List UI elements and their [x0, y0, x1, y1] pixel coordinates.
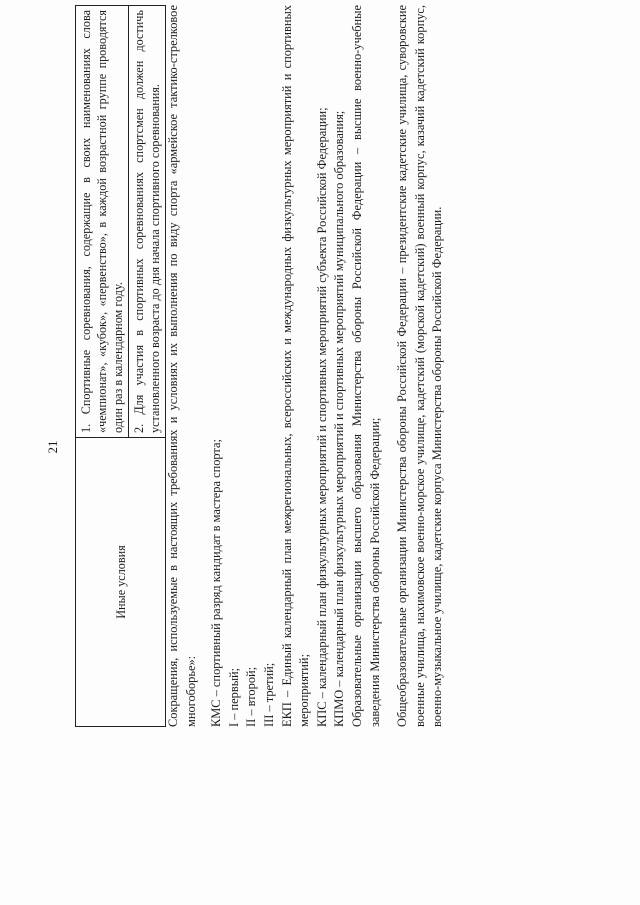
abbreviation-kms: КМС – спортивный разряд кандидат в мастера спорта; — [209, 439, 224, 727]
page-number: 21 — [45, 440, 60, 454]
condition-item-2: 2. Для участия в спортивных соревнованиях спортсмен должен достичь установленного возраста до дня начала спортивного соревнования. — [128, 6, 165, 437]
abbreviation-ekp: ЕКП – Единый календарный план межрегиональных, всероссийских и международных физкультурных мероприятий и спортивных мероприятий; — [279, 5, 312, 727]
conditions-label: Иные условия — [76, 438, 166, 727]
abbreviation-kpmo: КПМО – календарный план физкультурных мероприятий и спортивных мероприятий муниципального образования; — [332, 110, 347, 727]
table-row — [76, 6, 166, 727]
abbreviations-section — [165, 5, 447, 727]
abbreviations-intro: Сокращения, используемые в настоящих требованиях и условиях их выполнения по виду спорта «армейское тактико-стрелковое многоборье»: — [166, 5, 198, 727]
abbreviation-higher-education: Образовательные организации высшего образования Министерства обороны Российской Федерации – высшие военно-учебные заведения Министерства обороны Российской Федерации; — [349, 5, 382, 727]
abbreviation-general-education: Общеобразовательные организации Министерства обороны Российской Федерации – президентские кадетские училища, суворовские военные училища, нахимовское военно-морское училище, кадетский (морской кадетский) военный корпус, казачий кадетский корпус, военно-музыкальное училище, кадетские корпуса Министерства обороны Российской Федерации. — [395, 5, 445, 727]
rotated-content — [45, 5, 565, 892]
condition-item-1: 1. Спортивные соревнования, содержащие в своих наименованиях слова «чемпионат», «кубок», «первенство», в каждой возрастной группе проводятся один раз в календарном году. — [79, 10, 125, 433]
abbreviation-second: II – второй; — [244, 666, 259, 727]
conditions-table — [75, 5, 166, 727]
abbreviation-first: I – первый; — [226, 667, 241, 727]
conditions-items — [76, 6, 166, 438]
abbreviation-kps: КПС – календарный план физкультурных мероприятий и спортивных мероприятий субъекта Российской Федерации; — [314, 107, 329, 727]
abbreviation-third: III – третий; — [261, 662, 276, 727]
